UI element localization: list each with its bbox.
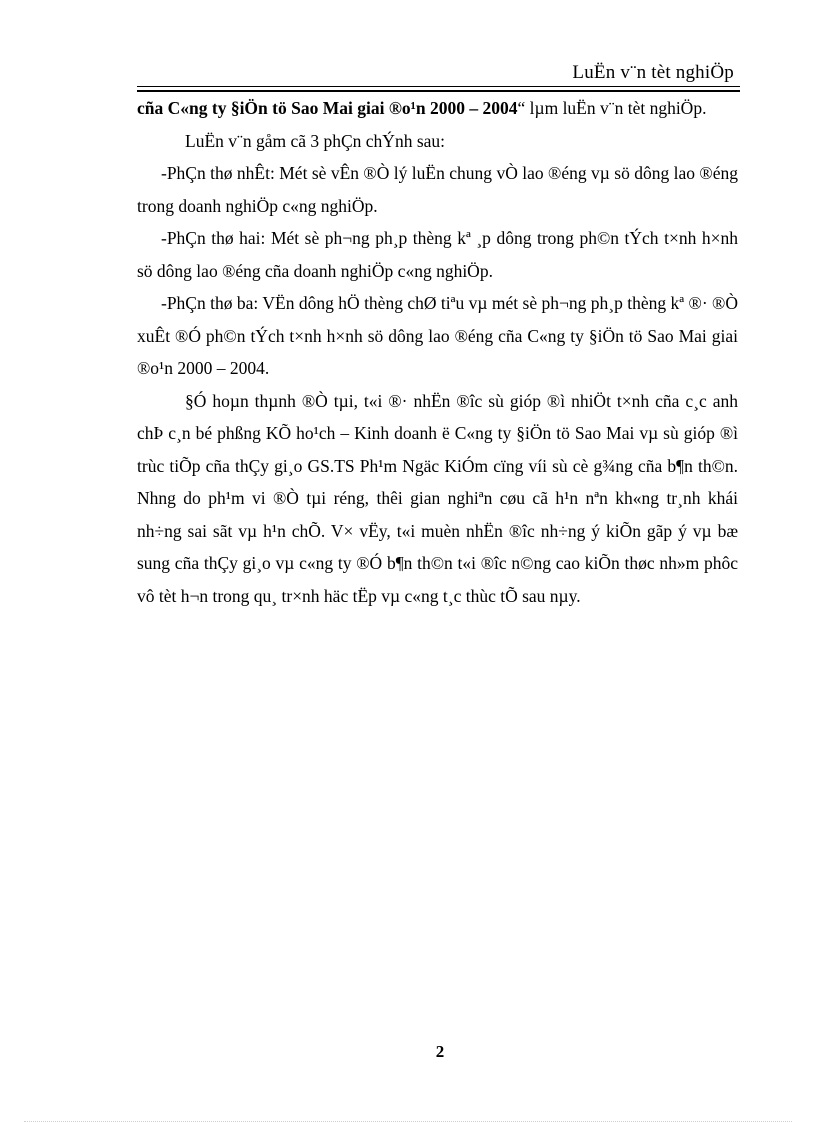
running-header-title: LuËn v¨n tèt nghiÖp: [572, 62, 734, 83]
paragraph-part-two: -PhÇn thø hai: Mét sè ph¬ng ph¸p thèng kª ¸p dông trong ph©n tÝch t×nh h×nh sö dông lao ®éng cña doanh nghiÖp c«ng nghiÖp.: [137, 228, 738, 281]
page-number: 2: [435, 1042, 445, 1061]
paragraph-part-one: -PhÇn thø nhÊt: Mét sè vÊn ®Ò lý luËn chung vÒ lao ®éng vµ sö dông lao ®éng trong doanh nghiÖp c«ng nghiÖp.: [137, 163, 738, 216]
paragraph-intro-continuation: [137, 92, 738, 125]
intro-tail: “ lµm luËn v¨n tèt nghiÖp.: [517, 98, 707, 118]
paragraph-acknowledgement: §Ó hoµn thµnh ®Ò tµi, t«i ®· nhËn ®îc sù gióp ®ì nhiÖt t×nh cña c¸c anh chÞ c¸n bé phßng KÕ ho¹ch – Kinh doanh ë C«ng ty §iÖn tö Sao Mai vµ sù gióp ®ì trùc tiÕp cña thÇy gi¸o GS.TS Ph¹m Ngäc KiÓm cïng víi sù cè g¾ng cña b¶n th©n. Nhng do ph¹m vi ®Ò tµi réng, thêi gian nghiªn cøu cã h¹n nªn kh«ng tr¸nh khái nh÷ng sai sãt vµ h¹n chÕ. V× vËy, t«i muèn nhËn ®îc nh÷ng ý kiÕn gãp ý vµ bæ sung cña thÇy gi¸o vµ c«ng ty ®Ó b¶n th©n t«i ®îc n©ng cao kiÕn thøc nh»m phôc vô tèt h¬n trong qu¸ tr×nh häc tËp vµ c«ng t¸c thùc tÕ sau nµy.: [137, 390, 738, 606]
paragraph-structure-overview: LuËn v¨n gåm cã 3 phÇn chÝnh sau:: [185, 130, 446, 151]
paragraph-part-three: -PhÇn thø ba: VËn dông hÖ thèng chØ tiªu vµ mét sè ph¬ng ph¸p thèng kª ®· ®Ò xuÊt ®Ó ph©n tÝch t×nh h×nh sö dông lao ®éng cña C«ng ty §iÖn tö Sao Mai giai ®o¹n 2000 – 2004.: [137, 293, 738, 378]
page-bottom-border: [24, 1121, 792, 1122]
document-body: [137, 92, 738, 612]
company-title-bold: cña C«ng ty §iÖn tö Sao Mai giai ®o¹n 2000 – 2004: [137, 98, 518, 118]
header-rule-thin: [137, 86, 740, 87]
